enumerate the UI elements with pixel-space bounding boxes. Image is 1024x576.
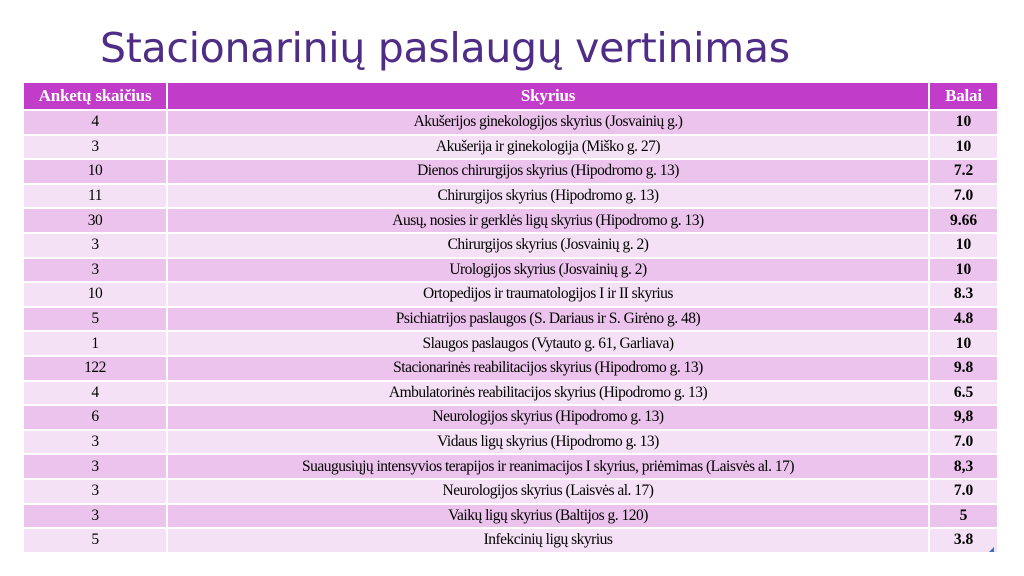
department-cell: Chirurgijos skyrius (Hipodromo g. 13) (167, 184, 929, 209)
table-row (24, 233, 997, 258)
score-cell: 7.2 (929, 159, 997, 184)
table-row (24, 405, 997, 430)
department-cell: Urologijos skyrius (Josvainių g. 2) (167, 258, 929, 283)
table-row (24, 282, 997, 307)
score-cell: 7.0 (929, 479, 997, 504)
survey-count-cell: 10 (24, 282, 167, 307)
department-cell: Akušerija ir ginekologija (Miško g. 27) (167, 135, 929, 160)
department-cell: Stacionarinės reabilitacijos skyrius (Hipodromo g. 13) (167, 356, 929, 381)
table-row (24, 356, 997, 381)
department-cell: Dienos chirurgijos skyrius (Hipodromo g. 13) (167, 159, 929, 184)
score-cell: 6.5 (929, 381, 997, 406)
department-cell: Vaikų ligų skyrius (Baltijos g. 120) (167, 504, 929, 529)
department-cell: Psichiatrijos paslaugos (S. Dariaus ir S. Girėno g. 48) (167, 307, 929, 332)
survey-count-cell: 10 (24, 159, 167, 184)
score-cell: 7.0 (929, 184, 997, 209)
department-cell: Neurologijos skyrius (Laisvės al. 17) (167, 479, 929, 504)
table-row (24, 430, 997, 455)
score-cell: 4.8 (929, 307, 997, 332)
score-cell: 3.8 (929, 528, 997, 552)
department-cell: Ambulatorinės reabilitacijos skyrius (Hipodromo g. 13) (167, 381, 929, 406)
score-cell: 8.3 (929, 282, 997, 307)
survey-count-cell: 4 (24, 110, 167, 135)
survey-count-cell: 3 (24, 430, 167, 455)
table-row (24, 454, 997, 479)
department-cell: Slaugos paslaugos (Vytauto g. 61, Garliava) (167, 331, 929, 356)
score-cell: 10 (929, 135, 997, 160)
table-header-row (24, 83, 997, 110)
department-cell: Ausų, nosies ir gerklės ligų skyrius (Hipodromo g. 13) (167, 208, 929, 233)
table-row (24, 135, 997, 160)
department-cell: Suaugusiųjų intensyvios terapijos ir reanimacijos I skyrius, priėmimas (Laisvės al. 17) (167, 454, 929, 479)
table-row (24, 504, 997, 529)
department-cell: Vidaus ligų skyrius (Hipodromo g. 13) (167, 430, 929, 455)
survey-count-cell: 6 (24, 405, 167, 430)
table-row (24, 528, 997, 552)
department-cell: Ortopedijos ir traumatologijos I ir II skyrius (167, 282, 929, 307)
header-survey-count: Anketų skaičius (24, 83, 167, 110)
table-row (24, 184, 997, 209)
survey-count-cell: 3 (24, 504, 167, 529)
department-cell: Chirurgijos skyrius (Josvainių g. 2) (167, 233, 929, 258)
score-cell: 10 (929, 258, 997, 283)
survey-count-cell: 3 (24, 258, 167, 283)
survey-count-cell: 4 (24, 381, 167, 406)
slide-title: Stacionarinių paslaugų vertinimas (100, 24, 790, 72)
table-row (24, 381, 997, 406)
score-cell: 10 (929, 233, 997, 258)
survey-count-cell: 5 (24, 307, 167, 332)
survey-count-cell: 5 (24, 528, 167, 552)
score-cell: 9.66 (929, 208, 997, 233)
survey-count-cell: 1 (24, 331, 167, 356)
resize-corner-icon (989, 547, 994, 552)
ratings-table (24, 83, 997, 552)
survey-count-cell: 30 (24, 208, 167, 233)
department-cell: Infekcinių ligų skyrius (167, 528, 929, 552)
survey-count-cell: 3 (24, 454, 167, 479)
survey-count-cell: 11 (24, 184, 167, 209)
table-row (24, 208, 997, 233)
table-row (24, 110, 997, 135)
score-cell: 8,3 (929, 454, 997, 479)
table-row (24, 479, 997, 504)
table-row (24, 258, 997, 283)
header-department: Skyrius (167, 83, 929, 110)
department-cell: Neurologijos skyrius (Hipodromo g. 13) (167, 405, 929, 430)
score-cell: 5 (929, 504, 997, 529)
score-cell: 9.8 (929, 356, 997, 381)
score-cell: 7.0 (929, 430, 997, 455)
table-row (24, 307, 997, 332)
score-cell: 10 (929, 110, 997, 135)
table-row (24, 159, 997, 184)
score-cell: 10 (929, 331, 997, 356)
department-cell: Akušerijos ginekologijos skyrius (Josvainių g.) (167, 110, 929, 135)
survey-count-cell: 3 (24, 479, 167, 504)
survey-count-cell: 122 (24, 356, 167, 381)
score-cell: 9,8 (929, 405, 997, 430)
survey-count-cell: 3 (24, 233, 167, 258)
table-row (24, 331, 997, 356)
header-score: Balai (929, 83, 997, 110)
survey-count-cell: 3 (24, 135, 167, 160)
